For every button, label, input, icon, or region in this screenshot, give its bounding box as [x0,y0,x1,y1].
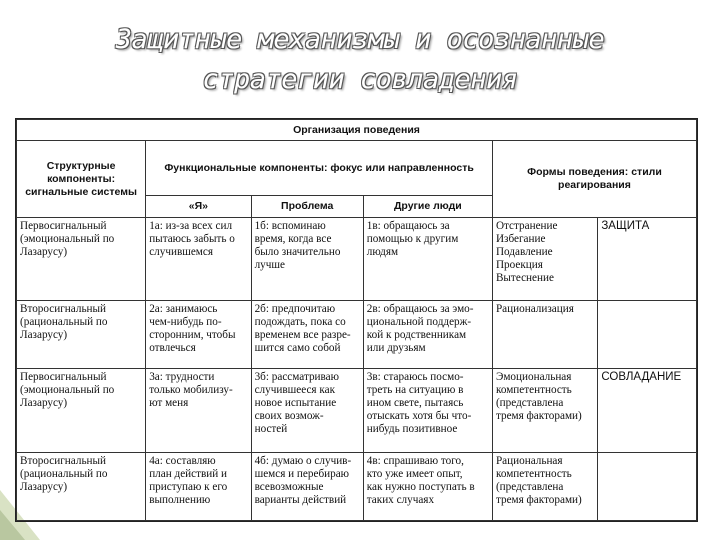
cell-forms [492,369,597,453]
cell-others [363,452,492,520]
cell-style [598,452,697,520]
cell-others [363,301,492,369]
cell-line: чем-нибудь по- [149,316,222,329]
table-row [17,301,697,369]
cell-others [363,369,492,453]
cell-style [598,301,697,369]
cell-line: сторонним, чтобы [149,329,236,342]
cell-problem [251,369,363,453]
cell-problem [251,217,363,301]
cell-line: нибудь позитивное [366,423,458,436]
cell-structural [17,452,146,520]
behavior-table [15,118,698,522]
cell-style: СОВЛАДАНИЕ [598,369,697,453]
cell-problem [251,452,363,520]
cell-line: 2а: занимаюсь [149,303,218,316]
cell-line: Рационализация [495,303,574,316]
cell-line: тремя факторами) [495,493,582,506]
cell-line: выполнению [149,493,211,506]
cell-line: Отстранение [495,219,558,232]
cell-line: Вытеснение [495,271,554,284]
cell-line: кой к родственникам [366,329,467,342]
sub-header-problem: Проблема [251,196,363,218]
cell-forms [492,452,597,520]
cell-line: подождать, пока со [254,316,346,329]
cell-line: 1б: вспоминаю [254,219,326,232]
cell-line: (рациональный по [20,467,108,480]
cell-line: 4б: думаю о случив- [254,454,352,467]
cell-line: всевозможные [254,480,324,493]
cell-line: Лазарусу) [20,480,68,493]
cell-line: (представлена [495,397,564,410]
table-top-header: Организация поведения [17,120,697,141]
cell-line: (эмоциональный по [20,232,115,245]
cell-line: помощью к другим [366,232,459,245]
cell-line: новое испытание [254,397,337,410]
cell-line: шится само собой [254,342,341,355]
slide-title-line2: стратегии совладения [202,64,518,95]
cell-line: план действий и [149,467,228,480]
slide-title-line1: Защитные механизмы и осознанные [115,24,605,55]
cell-line: отыскать хотя бы что- [366,410,472,423]
cell-line: 4в: спрашиваю того, [366,454,464,467]
cell-line: лучше [254,258,285,271]
cell-line: 2б: предпочитаю [254,303,336,316]
cell-line: Рациональная [495,454,563,467]
col-structural-header: Структурные компоненты: сигнальные системы [17,141,146,217]
cell-structural [17,369,146,453]
cell-line: 3а: трудности [149,371,215,384]
cell-line: случившемся [149,245,213,258]
cell-line: (представлена [495,480,564,493]
cell-line: Лазарусу) [20,245,68,258]
cell-line: Первосигнальный [20,371,107,384]
cell-line: (эмоциональный по [20,384,115,397]
cell-others [363,217,492,301]
cell-line: временем все разре- [254,329,351,342]
cell-line: ют меня [149,397,189,410]
cell-line: треть на ситуацию в [366,384,464,397]
sub-header-self: «Я» [146,196,251,218]
cell-line: циональной поддерж- [366,316,472,329]
cell-line: людям [366,245,399,258]
cell-line: Проекция [495,258,543,271]
cell-line: Второсигнальный [20,454,107,467]
cell-style: ЗАЩИТА [598,217,697,301]
table-row [17,452,697,520]
cell-line: 3в: стараюсь посмо- [366,371,464,384]
cell-line: только мобилизу- [149,384,233,397]
cell-line: как нужно поступать в [366,480,475,493]
cell-structural [17,301,146,369]
cell-line: пытаюсь забыть о [149,232,235,245]
cell-line: ностей [254,423,288,436]
cell-line: 2в: обращаюсь за эмо- [366,303,474,316]
cell-line: Эмоциональная [495,371,572,384]
cell-line: шемся и перебираю [254,467,350,480]
cell-line: Избегание [495,232,546,245]
cell-self [146,217,251,301]
cell-structural [17,217,146,301]
cell-line: варианты действий [254,493,347,506]
cell-forms [492,217,597,301]
cell-line: Второсигнальный [20,303,107,316]
slide-title [0,20,720,100]
cell-line: случившееся как [254,384,336,397]
table-row [17,369,697,453]
cell-self [146,369,251,453]
cell-self [146,301,251,369]
sub-header-others: Другие люди [363,196,492,218]
cell-line: Лазарусу) [20,329,68,342]
cell-line: 1в: обращаюсь за [366,219,450,232]
col-forms-header: Формы поведения: стили реагирования [492,141,696,217]
cell-line: кто уже имеет опыт, [366,467,463,480]
cell-line: было значительно [254,245,341,258]
cell-line: 3б: рассматриваю [254,371,340,384]
cell-line: компетентность [495,384,572,397]
cell-line: Первосигнальный [20,219,107,232]
cell-line: 1а: из-за всех сил [149,219,233,232]
cell-line: таких случаях [366,493,435,506]
cell-line: время, когда все [254,232,332,245]
cell-line: ином свете, пытаясь [366,397,464,410]
cell-self [146,452,251,520]
cell-line: своих возмож- [254,410,324,423]
cell-forms [492,301,597,369]
cell-problem [251,301,363,369]
cell-line: 4а: составляю [149,454,216,467]
table-row [17,217,697,301]
cell-line: Подавление [495,245,553,258]
cell-line: компетентность [495,467,572,480]
cell-line: или друзьям [366,342,426,355]
cell-line: (рациональный по [20,316,108,329]
cell-line: отвлечься [149,342,196,355]
cell-line: приступаю к его [149,480,228,493]
cell-line: Лазарусу) [20,397,68,410]
col-functional-header: Функциональные компоненты: фокус или направленность [146,141,493,196]
cell-line: тремя факторами) [495,410,582,423]
